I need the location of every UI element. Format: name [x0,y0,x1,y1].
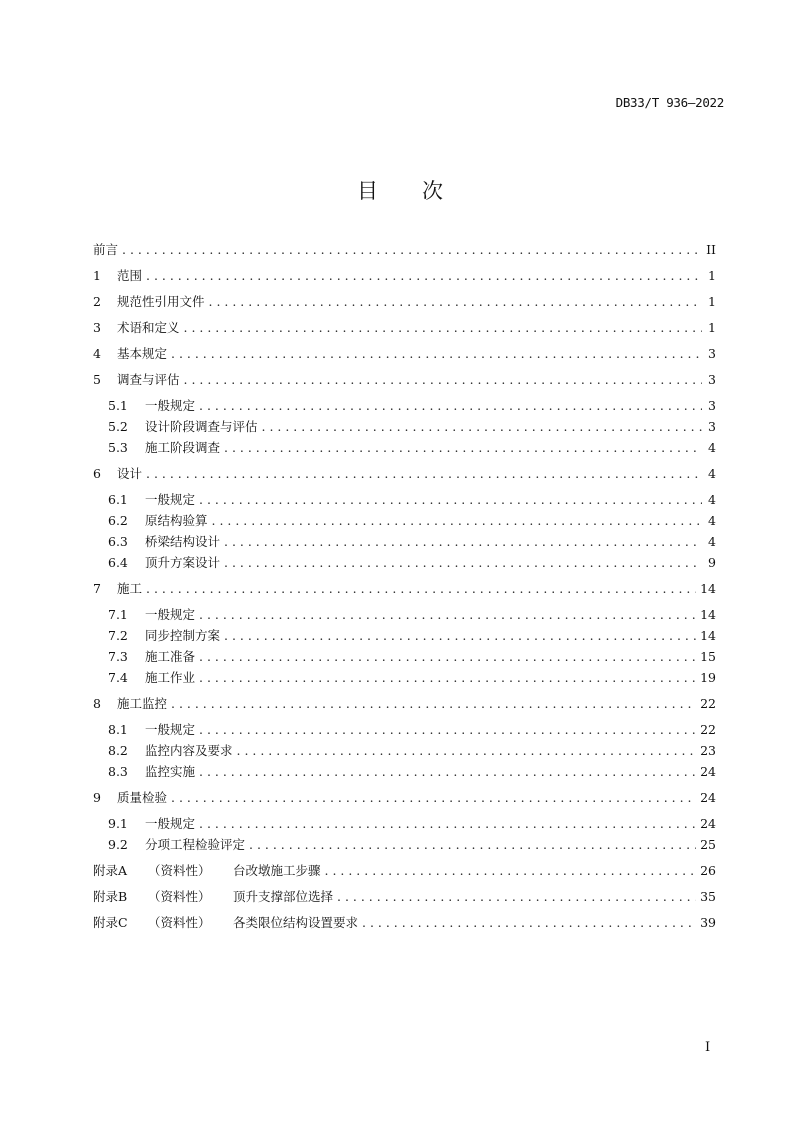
toc-entry-page: 23 [700,743,716,758]
toc-leader-dots [209,292,702,312]
toc-entry-page: 14 [700,607,716,622]
table-of-contents [93,240,716,933]
toc-leader-dots [122,240,702,260]
toc-leader-dots [199,605,696,625]
toc-entry-number: 8.1 [108,722,128,737]
toc-entry[interactable] [93,292,716,312]
toc-entry-page: 3 [708,372,716,387]
toc-entry-title: 调查与评估 [117,372,180,387]
toc-entry-number: 附录A [93,863,128,878]
toc-entry-title: 一般规定 [145,492,196,507]
toc-leader-dots [199,762,696,782]
toc-entry-title: 施工阶段调查 [145,440,221,455]
toc-entry-page: 24 [700,816,716,831]
toc-entry-page: 24 [700,764,716,779]
toc-entry-number: 7.2 [108,628,128,643]
toc-leader-dots [171,788,696,808]
toc-entry-number: 9 [93,790,101,805]
standard-number: DB33/T 936—2022 [615,95,724,110]
toc-entry-page: 15 [700,649,716,664]
toc-entry-number: 3 [93,320,101,335]
toc-entry[interactable] [93,814,716,834]
toc-entry-page: 14 [700,628,716,643]
toc-entry-page: 24 [700,790,716,805]
toc-leader-dots [337,887,696,907]
toc-entry-title: 基本规定 [117,346,168,361]
toc-entry-page: 4 [708,534,716,549]
toc-leader-dots [224,438,702,458]
toc-leader-dots [262,417,702,437]
toc-entry-page: 22 [700,696,716,711]
toc-leader-dots [325,861,697,881]
toc-entry-number: 6.4 [108,555,128,570]
toc-entry[interactable] [93,788,716,808]
page-title: 目次 [357,179,487,203]
toc-entry-title: 一般规定 [145,722,196,737]
toc-entry-title: 顶升方案设计 [145,555,221,570]
toc-entry[interactable] [93,762,716,782]
toc-leader-dots [199,396,702,416]
toc-entry-page: 1 [708,268,716,283]
toc-entry-number: 6.1 [108,492,128,507]
toc-entry-number: 5 [93,372,101,387]
toc-entry-title: 同步控制方案 [145,628,221,643]
toc-leader-dots [237,741,697,761]
toc-leader-dots [224,626,696,646]
toc-entry-page: 4 [708,492,716,507]
toc-entry[interactable] [93,647,716,667]
toc-entry-title: 各类限位结构设置要求 [233,915,359,930]
toc-entry[interactable] [93,240,716,260]
toc-entry-number: 7.3 [108,649,128,664]
toc-entry-page: II [706,242,716,257]
toc-entry-number: 1 [93,268,101,283]
toc-entry[interactable] [93,370,716,390]
toc-entry-title: 一般规定 [145,398,196,413]
toc-entry[interactable] [93,532,716,552]
toc-entry-title: 规范性引用文件 [117,294,205,309]
toc-entry[interactable] [93,553,716,573]
toc-entry-number: 7.4 [108,670,128,685]
toc-entry-title: 台改墩施工步骤 [233,863,321,878]
toc-entry-page: 14 [700,581,716,596]
toc-entry-page: 39 [700,915,716,930]
toc-leader-dots [199,720,696,740]
toc-leader-dots [146,266,702,286]
toc-entry-number: 8.3 [108,764,128,779]
toc-entry-title: 监控内容及要求 [145,743,233,758]
toc-entry-page: 22 [700,722,716,737]
toc-entry-number: 4 [93,346,101,361]
toc-entry-number: 5.3 [108,440,128,455]
toc-leader-dots [184,370,702,390]
toc-entry[interactable] [93,464,716,484]
toc-entry[interactable] [93,490,716,510]
toc-entry[interactable] [93,605,716,625]
toc-entry[interactable] [93,266,716,286]
toc-entry[interactable] [93,344,716,364]
toc-entry-title: 一般规定 [145,816,196,831]
toc-entry-number: 6 [93,466,101,481]
toc-entry-title: 范围 [117,268,143,283]
toc-entry[interactable] [93,318,716,338]
toc-leader-dots [171,694,696,714]
toc-entry-title: 分项工程检验评定 [145,837,246,852]
toc-entry[interactable] [93,438,716,458]
toc-leader-dots [171,344,702,364]
toc-entry-page: 4 [708,513,716,528]
toc-entry-number: 附录B [93,889,128,904]
toc-entry-number: 7 [93,581,101,596]
toc-entry-tag: （资料性） [148,889,211,904]
toc-entry-number: 9.1 [108,816,128,831]
toc-entry[interactable] [93,741,716,761]
toc-leader-dots [199,668,696,688]
toc-leader-dots [224,553,702,573]
toc-entry[interactable] [93,668,716,688]
toc-leader-dots [199,647,696,667]
toc-entry-page: 19 [700,670,716,685]
toc-entry-title: 一般规定 [145,607,196,622]
toc-entry-tag: （资料性） [148,863,211,878]
toc-entry-number: 6.2 [108,513,128,528]
toc-entry-number: 8 [93,696,101,711]
page-number: I [705,1040,711,1055]
toc-leader-dots [362,913,696,933]
toc-entry[interactable] [93,396,716,416]
toc-entry-page: 9 [708,555,716,570]
toc-entry-page: 1 [708,320,716,335]
toc-entry-page: 35 [700,889,716,904]
toc-entry-number: 2 [93,294,101,309]
toc-entry-title: 术语和定义 [117,320,180,335]
toc-entry-title: 施工作业 [145,670,196,685]
toc-leader-dots [146,464,702,484]
toc-leader-dots [224,532,702,552]
toc-leader-dots [184,318,702,338]
toc-entry[interactable] [93,626,716,646]
toc-entry-page: 4 [708,466,716,481]
toc-entry-title: 前言 [93,242,119,257]
toc-entry-page: 3 [708,398,716,413]
toc-entry-title: 施工准备 [145,649,196,664]
toc-entry[interactable] [93,887,716,907]
toc-entry-page: 3 [708,419,716,434]
toc-entry-page: 4 [708,440,716,455]
toc-entry-title: 设计 [117,466,143,481]
toc-leader-dots [146,579,696,599]
toc-entry-title: 顶升支撑部位选择 [233,889,334,904]
toc-entry[interactable] [93,579,716,599]
toc-entry-title: 施工 [117,581,143,596]
toc-entry-title: 质量检验 [117,790,168,805]
toc-entry[interactable] [93,913,716,933]
toc-entry-number: 附录C [93,915,128,930]
toc-entry[interactable] [93,694,716,714]
toc-entry-page: 25 [700,837,716,852]
toc-entry-number: 8.2 [108,743,128,758]
toc-entry-title: 桥梁结构设计 [145,534,221,549]
toc-entry-number: 6.3 [108,534,128,549]
toc-entry-title: 施工监控 [117,696,168,711]
toc-entry-number: 5.1 [108,398,128,413]
toc-entry[interactable] [93,861,716,881]
toc-leader-dots [199,814,696,834]
toc-leader-dots [212,511,702,531]
toc-entry-number: 5.2 [108,419,128,434]
toc-entry-title: 原结构验算 [145,513,208,528]
toc-entry-title: 监控实施 [145,764,196,779]
toc-entry-title: 设计阶段调查与评估 [145,419,258,434]
toc-leader-dots [249,835,696,855]
toc-entry-page: 3 [708,346,716,361]
toc-entry[interactable] [93,511,716,531]
toc-entry-page: 26 [700,863,716,878]
toc-entry[interactable] [93,835,716,855]
toc-entry-page: 1 [708,294,716,309]
toc-entry[interactable] [93,417,716,437]
toc-entry-number: 7.1 [108,607,128,622]
toc-entry-tag: （资料性） [148,915,211,930]
toc-leader-dots [199,490,702,510]
toc-entry[interactable] [93,720,716,740]
toc-entry-number: 9.2 [108,837,128,852]
